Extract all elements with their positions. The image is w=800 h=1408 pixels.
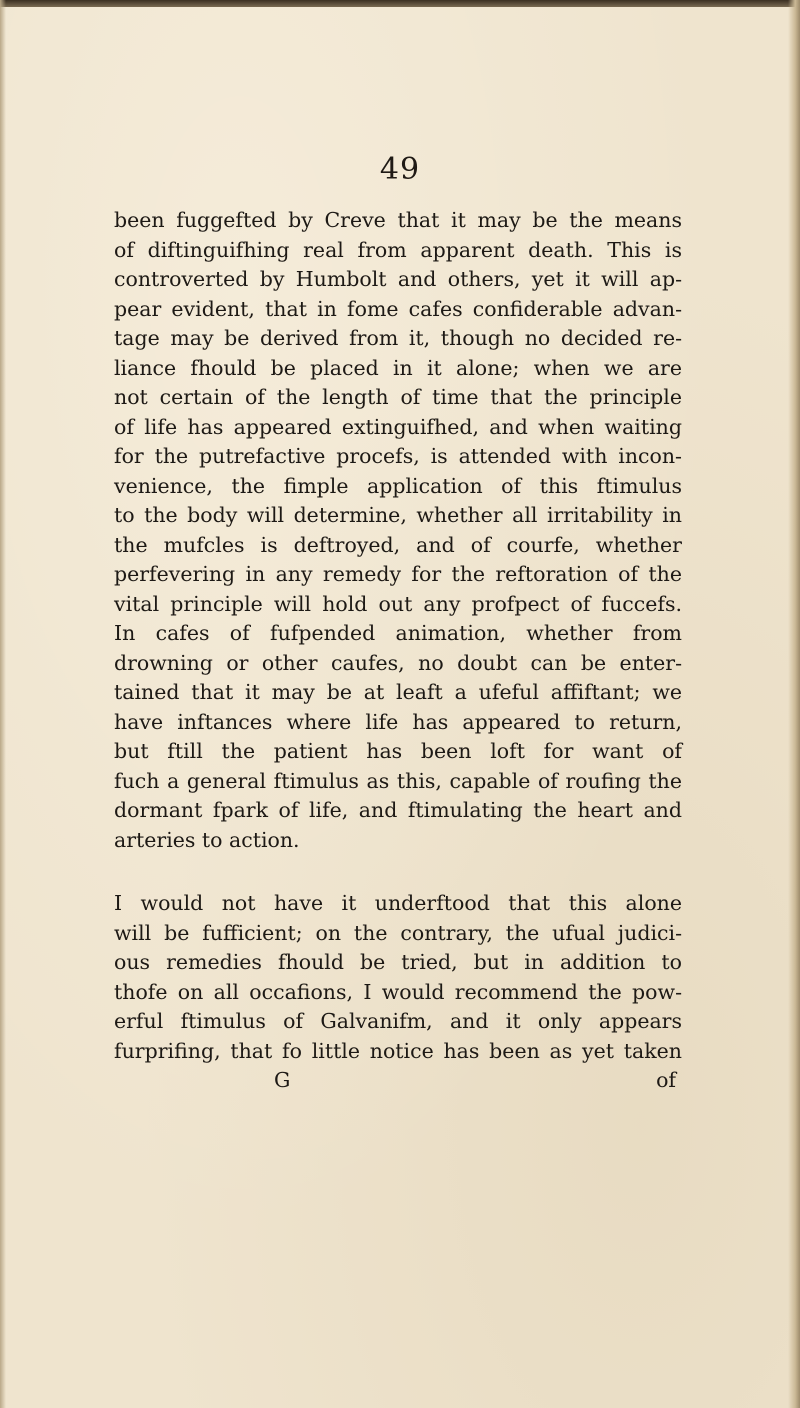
text-line: thofe on all occafions, I would recommend the pow- (114, 979, 682, 1004)
catchword: of (656, 1068, 676, 1092)
text-line: furprifing, that fo little notice has been as yet taken (114, 1038, 682, 1063)
text-line: to the body will determine, whether all irritability in (114, 503, 682, 527)
text-line: ous remedies fhould be tried, but in addition to (114, 950, 682, 974)
text-line: fuch a general ftimulus as this, capable of roufing the (114, 768, 682, 793)
text-line: erful ftimulus of Galvanifm, and it only appears (114, 1009, 682, 1033)
page-top-edge (0, 0, 800, 7)
text-line: arteries to action. (114, 827, 300, 852)
text-line: tained that it may be at leaft a ufeful affiftant; we (114, 680, 682, 704)
text-line: perfevering in any remedy for the reftoration of the (114, 562, 682, 586)
text-line: dormant fpark of life, and ftimulating the heart and (114, 798, 682, 822)
text-line: of diftinguifhing real from apparent death. This is (114, 237, 682, 262)
page-number: 49 (379, 152, 421, 187)
text-line: In cafes of fufpended animation, whether from (114, 621, 682, 645)
text-line: controverted by Humbolt and others, yet it will ap- (114, 267, 682, 291)
paragraph-2 (114, 889, 682, 1066)
page-right-edge (788, 0, 800, 1408)
text-line: not certain of the length of time that the principle (114, 385, 682, 409)
text-line: liance fhould be placed in it alone; when we are (114, 355, 682, 380)
page-left-edge (0, 0, 6, 1408)
page-footer (114, 1066, 682, 1096)
text-line: but ftill the patient has been loft for want of (114, 739, 682, 763)
paragraph-1 (114, 206, 682, 855)
text-line: have inftances where life has appeared to return, (114, 709, 682, 734)
text-line: vital principle will hold out any profpect of fuccefs. (114, 591, 682, 616)
text-line: pear evident, that in fome cafes confiderable advan- (114, 296, 682, 321)
body-text (114, 206, 682, 1096)
text-line: drowning or other caufes, no doubt can be enter- (114, 650, 682, 675)
text-line: I would not have it underftood that this alone (114, 891, 682, 915)
text-line: the mufcles is deftroyed, and of courfe, whether (114, 532, 682, 557)
signature-mark: G (274, 1068, 291, 1092)
text-line: of life has appeared extinguifhed, and when waiting (114, 414, 682, 439)
text-line: venience, the fimple application of this ftimulus (114, 473, 682, 498)
text-line: been fuggefted by Creve that it may be the means (114, 208, 682, 232)
paragraph-gap (114, 855, 682, 889)
text-line: tage may be derived from it, though no decided re- (114, 326, 682, 350)
text-line: for the putrefactive procefs, is attended with incon- (114, 444, 682, 468)
text-line: will be fufficient; on the contrary, the ufual judici- (114, 920, 682, 945)
